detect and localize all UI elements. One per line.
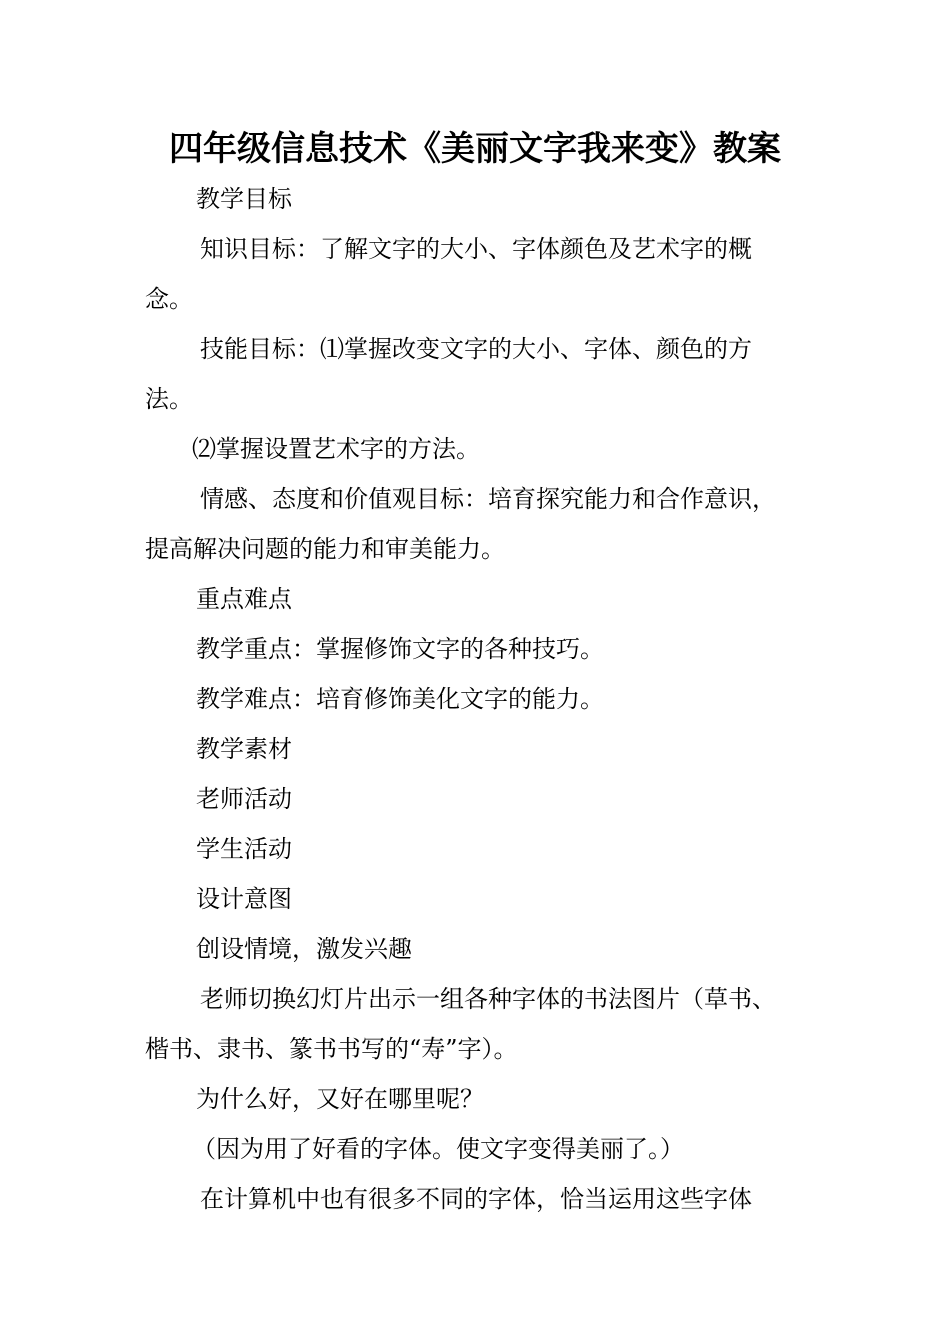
heading-teacher-activity: 老师活动 <box>196 785 292 813</box>
paragraph-teacher-slides: 老师切换幻灯片出示一组各种字体的书法图片（草书、 <box>200 985 776 1013</box>
heading-key-points: 重点难点 <box>196 585 292 613</box>
paragraph-skill-goal-cont: 法。 <box>145 385 193 413</box>
paragraph-skill-goal: 技能目标：⑴掌握改变文字的大小、字体、颜色的方 <box>200 335 752 363</box>
heading-design-intent: 设计意图 <box>196 885 292 913</box>
paragraph-answer: （因为用了好看的字体。使文字变得美丽了。） <box>192 1135 684 1163</box>
paragraph-emotion-goal: 情感、态度和价值观目标：培育探究能力和合作意识， <box>200 485 776 513</box>
paragraph-emotion-goal-cont: 提高解决问题的能力和审美能力。 <box>145 535 505 563</box>
paragraph-difficult-point: 教学难点：培育修饰美化文字的能力。 <box>196 685 604 713</box>
heading-create-scenario: 创设情境，激发兴趣 <box>196 935 412 963</box>
document-title: 四年级信息技术《美丽文字我来变》教案 <box>169 129 781 169</box>
paragraph-question: 为什么好，又好在哪里呢？ <box>196 1085 484 1113</box>
paragraph-computer-fonts: 在计算机中也有很多不同的字体，恰当运用这些字体 <box>200 1185 752 1213</box>
paragraph-knowledge-goal-cont: 念。 <box>145 285 193 313</box>
heading-student-activity: 学生活动 <box>196 835 292 863</box>
paragraph-teacher-slides-cont: 楷书、隶书、篆书书写的“寿”字）。 <box>145 1035 518 1063</box>
paragraph-skill-goal-2: ⑵掌握设置艺术字的方法。 <box>192 435 480 463</box>
paragraph-knowledge-goal: 知识目标：了解文字的大小、字体颜色及艺术字的概 <box>200 235 752 263</box>
heading-materials: 教学素材 <box>196 735 292 763</box>
paragraph-key-point: 教学重点：掌握修饰文字的各种技巧。 <box>196 635 604 663</box>
heading-teaching-goals: 教学目标 <box>196 185 292 213</box>
